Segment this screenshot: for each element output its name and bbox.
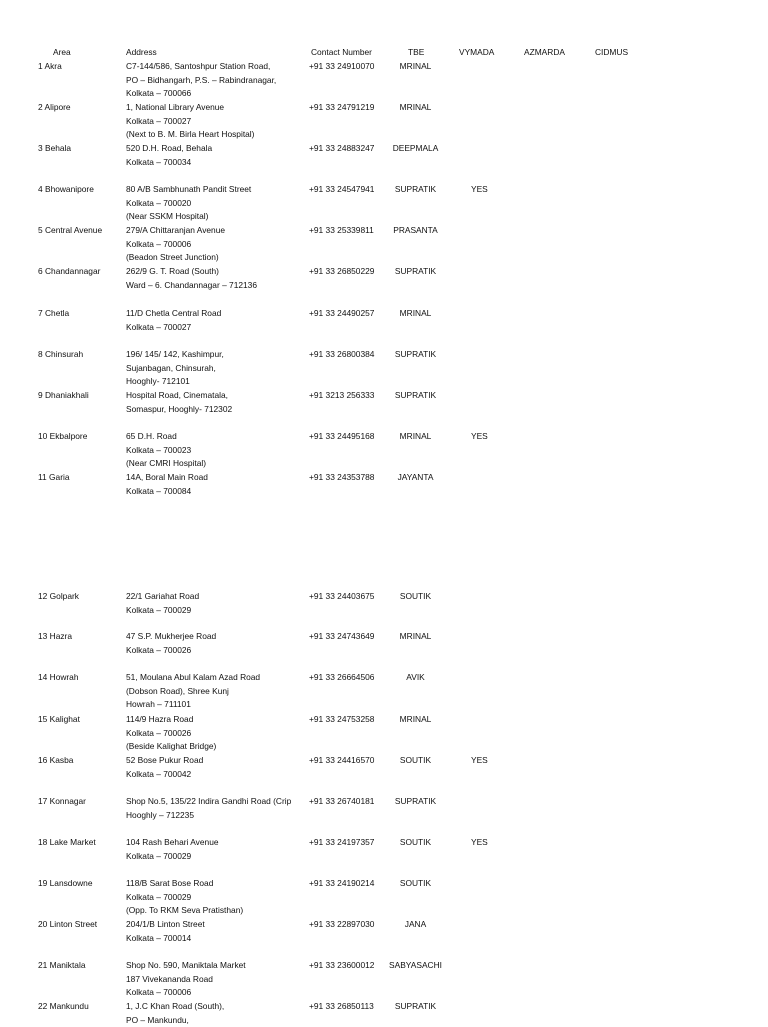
address-line: (Near SSKM Hospital)	[126, 211, 209, 222]
address-line: 1, J.C Khan Road (South),	[126, 1001, 225, 1011]
area-cell: 4 Bhowanipore	[38, 184, 94, 194]
address-line: Kolkata – 700006	[126, 987, 192, 998]
address-line: 114/9 Hazra Road	[126, 714, 194, 724]
area-cell: 1 Akra	[38, 61, 62, 71]
address-cell	[126, 877, 308, 918]
address-line: 14A, Boral Main Road	[126, 472, 208, 482]
address-line: PO – Bidhangarh, P.S. – Rabindranagar,	[126, 74, 277, 85]
address-line: Kolkata – 700027	[126, 115, 192, 126]
address-cell	[126, 60, 308, 101]
address-line: Howrah – 711101	[126, 699, 191, 710]
address-line: Kolkata – 700034	[126, 156, 192, 167]
area-cell: 20 Linton Street	[38, 919, 98, 929]
address-line: Shop No.5, 135/22 Indira Gandhi Road (Crip	[126, 796, 292, 806]
area-cell: 19 Lansdowne	[38, 878, 93, 888]
address-line: 22/1 Gariahat Road	[126, 591, 200, 601]
tbe-cell: MRINAL	[399, 308, 432, 318]
header-cidmus: CIDMUS	[595, 47, 629, 57]
header-azmarda: AZMARDA	[524, 47, 565, 57]
address-line: Kolkata – 700014	[126, 932, 192, 943]
tbe-cell: SOUTIK	[399, 837, 432, 847]
address-line: 187 Vivekananda Road	[126, 973, 213, 984]
contact-number-cell: +91 33 24197357	[309, 837, 375, 847]
address-line: 47 S.P. Mukherjee Road	[126, 631, 217, 641]
contact-number-cell: +91 33 24910070	[309, 61, 375, 71]
contact-number-cell: +91 3213 256333	[309, 390, 375, 400]
contact-number-cell: +91 33 24353788	[309, 472, 375, 482]
contact-number-cell: +91 33 22897030	[309, 919, 375, 929]
tbe-cell: SUPRATIK	[394, 1001, 437, 1011]
vymada-cell: YES	[471, 431, 488, 441]
area-cell: 12 Golpark	[38, 591, 79, 601]
address-line: 204/1/B Linton Street	[126, 919, 205, 929]
address-line: Kolkata – 700026	[126, 644, 192, 655]
tbe-cell: AVIK	[406, 672, 425, 682]
address-cell	[126, 1000, 308, 1027]
address-line: (Beside Kalighat Bridge)	[126, 741, 217, 752]
tbe-cell: SOUTIK	[399, 591, 432, 601]
tbe-cell: MRINAL	[399, 61, 432, 71]
area-cell: 21 Maniktala	[38, 960, 86, 970]
tbe-cell: SOUTIK	[399, 755, 432, 765]
tbe-cell: SOUTIK	[399, 878, 432, 888]
address-cell	[126, 471, 308, 498]
contact-number-cell: +91 33 24403675	[309, 591, 375, 601]
address-line: Kolkata – 700020	[126, 197, 192, 208]
address-line: Kolkata – 700066	[126, 88, 192, 99]
header-area: Area	[53, 47, 71, 57]
address-line: (Beadon Street Junction)	[126, 252, 219, 263]
address-line: Kolkata – 700027	[126, 321, 192, 332]
address-line: 11/D Chetla Central Road	[126, 308, 222, 318]
address-line: 196/ 145/ 142, Kashimpur,	[126, 349, 224, 359]
address-line: Kolkata – 700029	[126, 891, 192, 902]
area-cell: 16 Kasba	[38, 755, 74, 765]
contact-number-cell: +91 33 24883247	[309, 143, 375, 153]
address-line: Shop No. 590, Maniktala Market	[126, 960, 246, 970]
address-cell	[126, 630, 308, 657]
contact-number-cell: +91 33 26664506	[309, 672, 375, 682]
address-line: (Next to B. M. Birla Heart Hospital)	[126, 129, 255, 140]
vymada-cell: YES	[471, 837, 488, 847]
vymada-cell: YES	[471, 755, 488, 765]
address-cell	[126, 590, 308, 617]
address-line: 1, National Library Avenue	[126, 102, 225, 112]
address-line: PO – Mankundu,	[126, 1014, 189, 1025]
tbe-cell: JAYANTA	[397, 472, 434, 482]
address-line: 104 Rash Behari Avenue	[126, 837, 219, 847]
tbe-cell: PRASANTA	[393, 225, 438, 235]
tbe-cell: SABYASACHI	[389, 960, 442, 970]
address-line: 262/9 G. T. Road (South)	[126, 266, 219, 276]
area-cell: 14 Howrah	[38, 672, 79, 682]
address-line: Somaspur, Hooghly- 712302	[126, 403, 233, 414]
address-line: 520 D.H. Road, Behala	[126, 143, 213, 153]
address-line: Ward – 6. Chandannagar – 712136	[126, 279, 257, 290]
tbe-cell: SUPRATIK	[394, 349, 437, 359]
address-cell	[126, 389, 308, 416]
address-line: Kolkata – 700029	[126, 850, 192, 861]
contact-number-cell: +91 33 23600012	[309, 960, 375, 970]
area-cell: 18 Lake Market	[38, 837, 96, 847]
tbe-cell: MRINAL	[399, 431, 432, 441]
area-cell: 2 Alipore	[38, 102, 71, 112]
address-line: (Near CMRI Hospital)	[126, 458, 207, 469]
header-vymada: VYMADA	[459, 47, 495, 57]
address-cell	[126, 224, 308, 265]
address-cell	[126, 265, 308, 292]
area-cell: 10 Ekbalpore	[38, 431, 88, 441]
address-line: 279/A Chittaranjan Avenue	[126, 225, 226, 235]
address-cell	[126, 918, 308, 945]
tbe-cell: MRINAL	[399, 102, 432, 112]
contact-number-cell: +91 33 26800384	[309, 349, 375, 359]
tbe-cell: MRINAL	[399, 631, 432, 641]
address-cell	[126, 101, 308, 142]
address-line: 51, Moulana Abul Kalam Azad Road	[126, 672, 261, 682]
address-line: Kolkata – 700084	[126, 485, 192, 496]
address-line: C7-144/586, Santoshpur Station Road,	[126, 61, 271, 71]
area-cell: 11 Garia	[38, 472, 70, 482]
area-cell: 13 Hazra	[38, 631, 72, 641]
address-line: Kolkata – 700029	[126, 604, 192, 615]
tbe-cell: SUPRATIK	[394, 796, 437, 806]
tbe-cell: SUPRATIK	[394, 266, 437, 276]
address-cell	[126, 430, 308, 471]
address-cell	[126, 307, 308, 334]
area-cell: 17 Konnagar	[38, 796, 86, 806]
address-cell	[126, 713, 308, 754]
contact-number-cell: +91 33 25339811	[309, 225, 374, 235]
area-cell: 3 Behala	[38, 143, 72, 153]
address-cell	[126, 754, 308, 781]
address-line: Kolkata – 700023	[126, 444, 192, 455]
address-cell	[126, 959, 308, 1000]
contact-number-cell: +91 33 24791219	[309, 102, 375, 112]
contact-number-cell: +91 33 24416570	[309, 755, 375, 765]
tbe-cell: SUPRATIK	[394, 390, 437, 400]
contact-number-cell: +91 33 24495168	[309, 431, 375, 441]
address-cell	[126, 671, 308, 712]
area-cell: 15 Kalighat	[38, 714, 80, 724]
vymada-cell: YES	[471, 184, 488, 194]
tbe-cell: DEEPMALA	[392, 143, 439, 153]
area-cell: 22 Mankundu	[38, 1001, 89, 1011]
address-line: Hospital Road, Cinematala,	[126, 390, 228, 400]
address-line: Hooghly- 712101	[126, 376, 190, 387]
address-line: Hooghly – 712235	[126, 809, 194, 820]
address-cell	[126, 795, 308, 822]
tbe-cell: MRINAL	[399, 714, 432, 724]
address-line: Sujanbagan, Chinsurah,	[126, 362, 216, 373]
address-line: 118/B Sarat Bose Road	[126, 878, 214, 888]
area-cell: 7 Chetla	[38, 308, 70, 318]
address-line: Kolkata – 700006	[126, 238, 192, 249]
header-tbe: TBE	[408, 47, 425, 57]
address-cell	[126, 142, 308, 169]
contact-number-cell: +91 33 26850113	[309, 1001, 374, 1011]
contact-number-cell: +91 33 24490257	[309, 308, 375, 318]
address-line: (Dobson Road), Shree Kunj	[126, 685, 229, 696]
address-line: 65 D.H. Road	[126, 431, 177, 441]
area-cell: 9 Dhaniakhali	[38, 390, 89, 400]
area-cell: 5 Central Avenue	[38, 225, 103, 235]
address-line: (Opp. To RKM Seva Pratisthan)	[126, 905, 244, 916]
contact-number-cell: +91 33 24547941	[309, 184, 375, 194]
contact-number-cell: +91 33 26850229	[309, 266, 375, 276]
tbe-cell: JANA	[404, 919, 427, 929]
header-address: Address	[126, 47, 157, 57]
tbe-cell: SUPRATIK	[394, 184, 437, 194]
address-cell	[126, 836, 308, 863]
contact-number-cell: +91 33 24743649	[309, 631, 375, 641]
address-cell	[126, 348, 308, 389]
header-contact-number: Contact Number	[311, 47, 372, 57]
area-cell: 8 Chinsurah	[38, 349, 84, 359]
address-line: Kolkata – 700026	[126, 727, 192, 738]
contact-number-cell: +91 33 24753258	[309, 714, 375, 724]
area-cell: 6 Chandannagar	[38, 266, 101, 276]
address-line: 52 Bose Pukur Road	[126, 755, 204, 765]
contact-number-cell: +91 33 26740181	[309, 796, 375, 806]
address-line: 80 A/B Sambhunath Pandit Street	[126, 184, 252, 194]
address-line: Kolkata – 700042	[126, 768, 192, 779]
contact-number-cell: +91 33 24190214	[309, 878, 375, 888]
address-cell	[126, 183, 308, 224]
